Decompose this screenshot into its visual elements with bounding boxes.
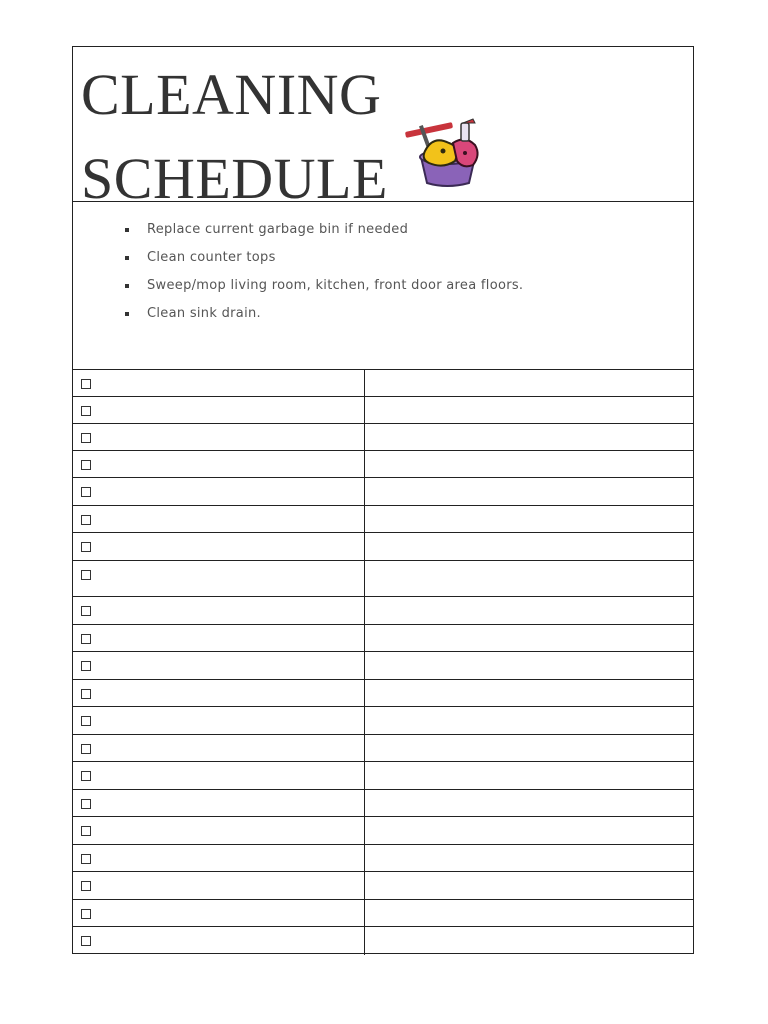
checkbox[interactable] bbox=[81, 634, 91, 644]
checkbox[interactable] bbox=[81, 689, 91, 699]
table-row bbox=[73, 451, 693, 478]
title-line-2: SCHEDULE bbox=[81, 146, 388, 211]
task-cell[interactable] bbox=[73, 370, 365, 396]
task-cell[interactable] bbox=[73, 790, 365, 816]
task-cell[interactable] bbox=[73, 900, 365, 926]
checkbox[interactable] bbox=[81, 406, 91, 416]
table-row bbox=[73, 707, 693, 735]
notes-cell[interactable] bbox=[365, 680, 693, 706]
notes-cell[interactable] bbox=[365, 872, 693, 899]
checkbox[interactable] bbox=[81, 826, 91, 836]
task-cell[interactable] bbox=[73, 533, 365, 560]
checkbox[interactable] bbox=[81, 542, 91, 552]
notes-cell[interactable] bbox=[365, 625, 693, 651]
notes-cell[interactable] bbox=[365, 506, 693, 532]
task-cell[interactable] bbox=[73, 451, 365, 477]
list-item: Clean counter tops bbox=[125, 249, 523, 277]
checkbox[interactable] bbox=[81, 909, 91, 919]
task-cell[interactable] bbox=[73, 817, 365, 844]
notes-section bbox=[73, 202, 693, 370]
page-title bbox=[81, 53, 388, 221]
task-cell[interactable] bbox=[73, 597, 365, 624]
notes-cell[interactable] bbox=[365, 424, 693, 450]
checkbox[interactable] bbox=[81, 515, 91, 525]
table-row bbox=[73, 625, 693, 652]
table-row bbox=[73, 506, 693, 533]
notes-cell[interactable] bbox=[365, 370, 693, 396]
checkbox[interactable] bbox=[81, 771, 91, 781]
table-row bbox=[73, 597, 693, 625]
task-cell[interactable] bbox=[73, 561, 365, 596]
task-cell[interactable] bbox=[73, 927, 365, 955]
notes-cell[interactable] bbox=[365, 707, 693, 734]
notes-cell[interactable] bbox=[365, 927, 693, 955]
checkbox[interactable] bbox=[81, 460, 91, 470]
task-cell[interactable] bbox=[73, 652, 365, 679]
table-row bbox=[73, 845, 693, 872]
task-cell[interactable] bbox=[73, 506, 365, 532]
task-cell[interactable] bbox=[73, 762, 365, 789]
header bbox=[73, 47, 693, 211]
notes-cell[interactable] bbox=[365, 533, 693, 560]
task-cell[interactable] bbox=[73, 478, 365, 505]
list-item: Replace current garbage bin if needed bbox=[125, 221, 523, 249]
title-line-1: CLEANING bbox=[81, 62, 382, 127]
table-row bbox=[73, 735, 693, 762]
table-row bbox=[73, 397, 693, 424]
checkbox[interactable] bbox=[81, 744, 91, 754]
checkbox[interactable] bbox=[81, 433, 91, 443]
task-cell[interactable] bbox=[73, 680, 365, 706]
table-row bbox=[73, 790, 693, 817]
table-row bbox=[73, 762, 693, 790]
notes-cell[interactable] bbox=[365, 478, 693, 505]
cleaning-schedule-sheet bbox=[72, 46, 694, 954]
task-cell[interactable] bbox=[73, 397, 365, 423]
notes-cell[interactable] bbox=[365, 735, 693, 761]
cleaning-bucket-icon bbox=[403, 117, 487, 191]
table-row bbox=[73, 561, 693, 597]
task-cell[interactable] bbox=[73, 424, 365, 450]
table-row bbox=[73, 872, 693, 900]
notes-cell[interactable] bbox=[365, 597, 693, 624]
notes-cell[interactable] bbox=[365, 845, 693, 871]
checkbox[interactable] bbox=[81, 799, 91, 809]
checkbox[interactable] bbox=[81, 606, 91, 616]
checkbox[interactable] bbox=[81, 936, 91, 946]
checkbox[interactable] bbox=[81, 661, 91, 671]
checkbox[interactable] bbox=[81, 570, 91, 580]
checkbox[interactable] bbox=[81, 881, 91, 891]
notes-list bbox=[125, 221, 523, 333]
table-row bbox=[73, 927, 693, 955]
notes-cell[interactable] bbox=[365, 762, 693, 789]
checkbox[interactable] bbox=[81, 716, 91, 726]
notes-cell[interactable] bbox=[365, 561, 693, 596]
list-item: Sweep/mop living room, kitchen, front door area floors. bbox=[125, 277, 523, 305]
task-cell[interactable] bbox=[73, 845, 365, 871]
notes-cell[interactable] bbox=[365, 397, 693, 423]
task-cell[interactable] bbox=[73, 735, 365, 761]
table-row bbox=[73, 370, 693, 397]
notes-cell[interactable] bbox=[365, 652, 693, 679]
task-cell[interactable] bbox=[73, 707, 365, 734]
table-row bbox=[73, 533, 693, 561]
notes-cell[interactable] bbox=[365, 451, 693, 477]
task-cell[interactable] bbox=[73, 625, 365, 651]
checkbox[interactable] bbox=[81, 379, 91, 389]
task-cell[interactable] bbox=[73, 872, 365, 899]
table-row bbox=[73, 478, 693, 506]
task-table bbox=[73, 370, 693, 955]
notes-cell[interactable] bbox=[365, 790, 693, 816]
table-row bbox=[73, 680, 693, 707]
checkbox[interactable] bbox=[81, 487, 91, 497]
table-row bbox=[73, 424, 693, 451]
checkbox[interactable] bbox=[81, 854, 91, 864]
notes-cell[interactable] bbox=[365, 817, 693, 844]
table-row bbox=[73, 652, 693, 680]
table-row bbox=[73, 817, 693, 845]
notes-cell[interactable] bbox=[365, 900, 693, 926]
list-item: Clean sink drain. bbox=[125, 305, 523, 333]
table-row bbox=[73, 900, 693, 927]
